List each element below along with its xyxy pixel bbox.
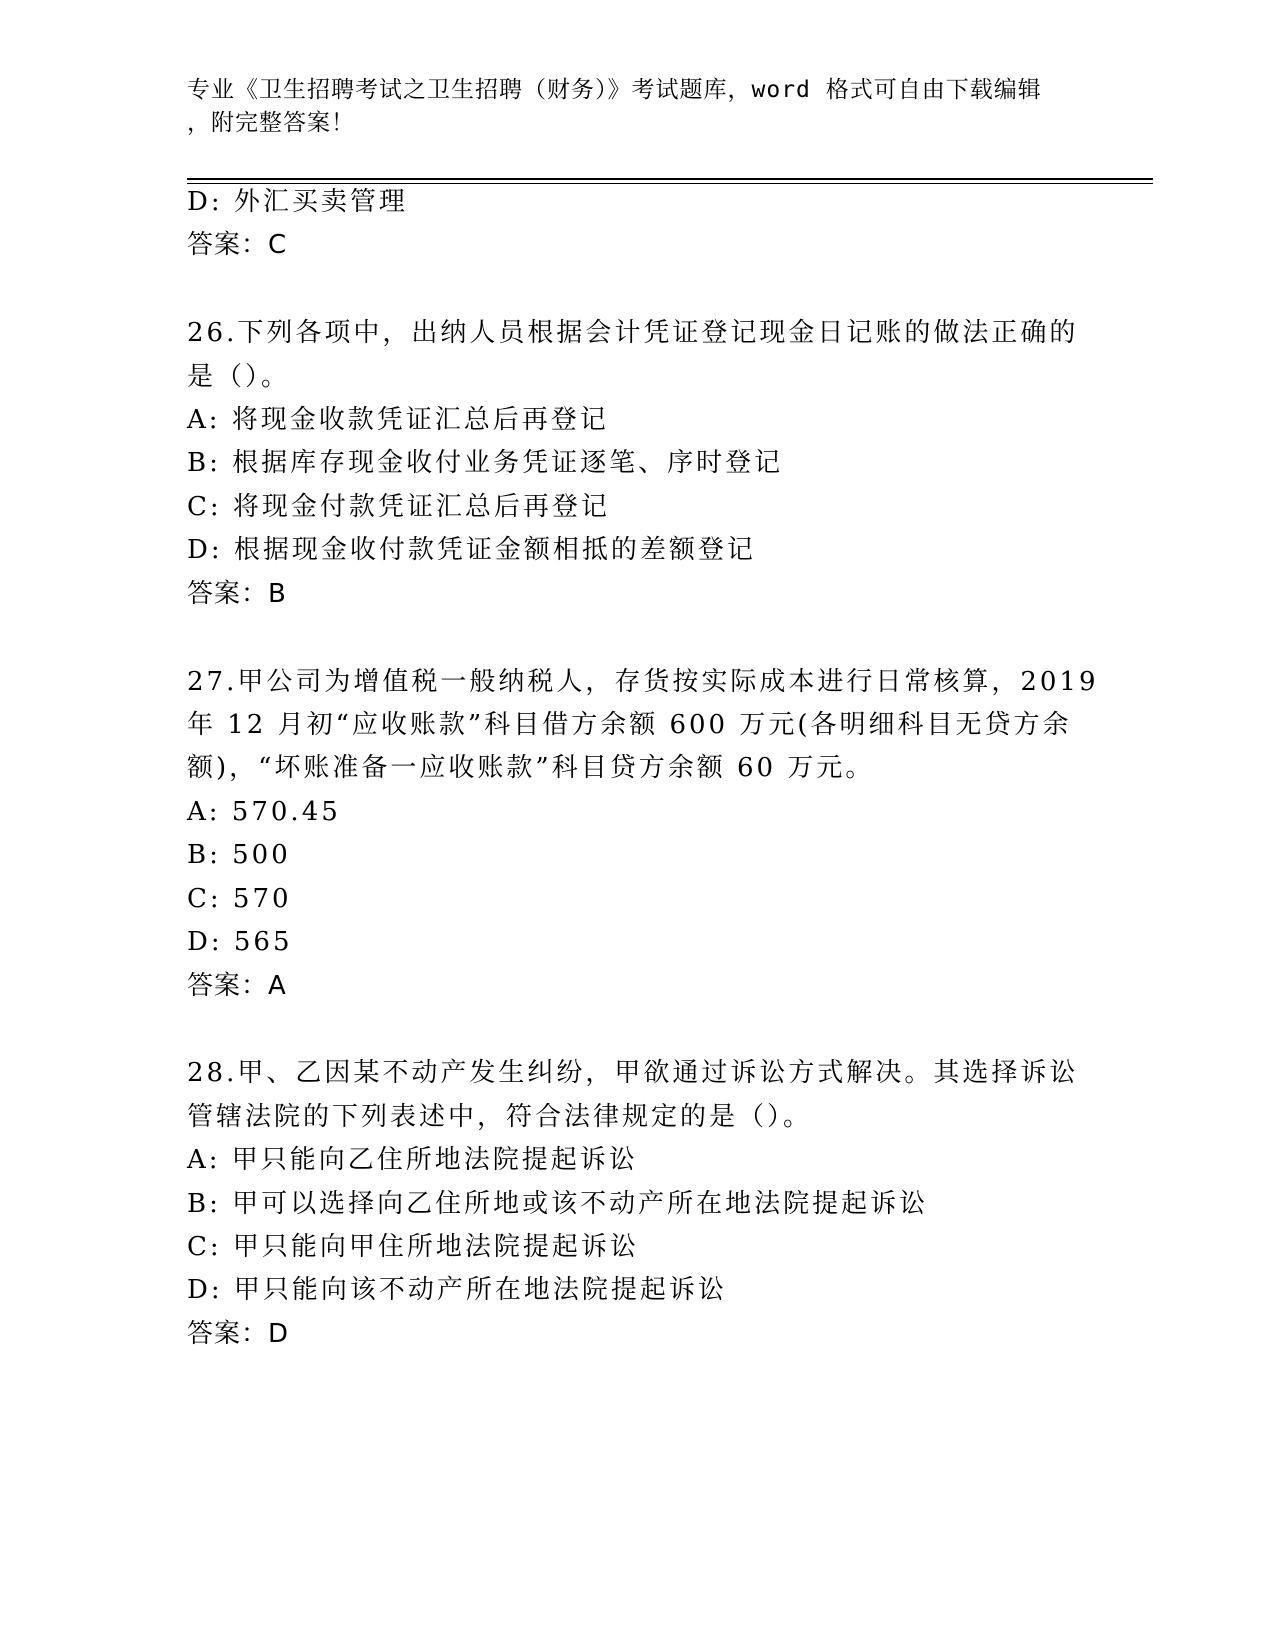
q28-option-a: A: 甲只能向乙住所地法院提起诉讼	[187, 1145, 638, 1175]
q26-option-a: A: 将现金收款凭证汇总后再登记	[187, 405, 609, 435]
q26-answer: 答案：B	[187, 579, 287, 609]
q27-stem-line-1: 27.甲公司为增值税一般纳税人，存货按实际成本进行日常核算，2019	[187, 667, 1099, 697]
q26-stem-line-1: 26.下列各项中，出纳人员根据会计凭证登记现金日记账的做法正确的	[187, 318, 1079, 348]
header-rule-thin	[187, 183, 1153, 184]
q27-option-d: D: 565	[187, 927, 293, 957]
header-rule-thick	[187, 178, 1153, 180]
q26-option-b: B: 根据库存现金收付业务凭证逐笔、序时登记	[187, 448, 784, 478]
prev-option-d: D: 外汇买卖管理	[187, 187, 408, 217]
q27-stem-line-2: 年 12 月初“应收账款”科目借方余额 600 万元(各明细科目无贷方余	[187, 710, 1072, 740]
q27-option-a: A: 570.45	[187, 797, 341, 827]
document-header	[187, 74, 1067, 140]
prev-answer: 答案：C	[187, 230, 288, 260]
q28-option-c: C: 甲只能向甲住所地法院提起诉讼	[187, 1232, 639, 1262]
q28-stem-line-1: 28.甲、乙因某不动产发生纠纷，甲欲通过诉讼方式解决。其选择诉讼	[187, 1058, 1079, 1088]
header-line-1: 专业《卫生招聘考试之卫生招聘（财务）》考试题库，word 格式可自由下载编辑	[187, 77, 1042, 103]
q28-option-b: B: 甲可以选择向乙住所地或该不动产所在地法院提起诉讼	[187, 1189, 929, 1219]
q27-stem-line-3: 额)，“坏账准备一应收账款”科目贷方余额 60 万元。	[187, 753, 875, 783]
q26-stem-line-2: 是（）。	[187, 362, 291, 392]
q27-answer: 答案：A	[187, 971, 287, 1001]
header-line-2: ，附完整答案！	[187, 110, 355, 136]
q28-option-d: D: 甲只能向该不动产所在地法院提起诉讼	[187, 1275, 727, 1305]
q27-option-b: B: 500	[187, 840, 291, 870]
q28-stem-line-2: 管辖法院的下列表述中，符合法律规定的是（）。	[187, 1102, 813, 1132]
q27-option-c: C: 570	[187, 884, 292, 914]
q28-answer: 答案：D	[187, 1319, 290, 1349]
q26-option-d: D: 根据现金收付款凭证金额相抵的差额登记	[187, 535, 756, 565]
q26-option-c: C: 将现金付款凭证汇总后再登记	[187, 492, 610, 522]
